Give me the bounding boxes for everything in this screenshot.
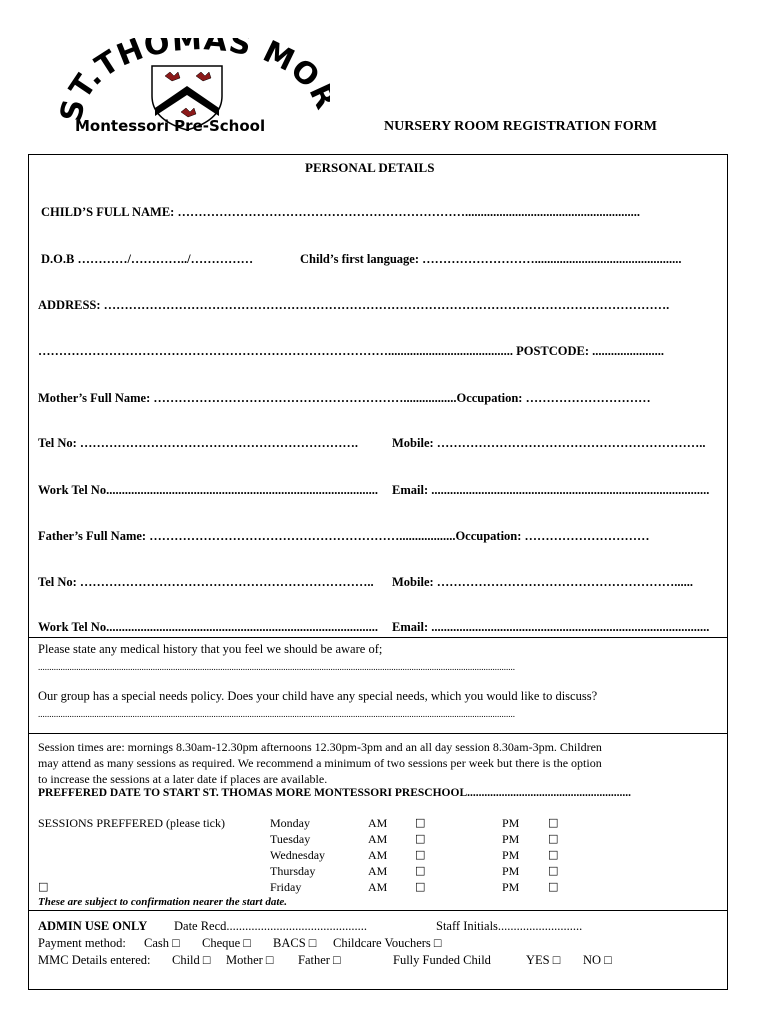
payment-cheque-checkbox[interactable]: Cheque □: [202, 936, 251, 950]
day-tuesday: Tuesday: [270, 832, 311, 846]
mmc-details-label: MMC Details entered:: [38, 953, 151, 967]
father-tel-field[interactable]: Tel No: ……………………………………………………………..: [38, 575, 374, 589]
mother-tel-field[interactable]: Tel No: ………………………………………………………….: [38, 436, 359, 450]
day-friday: Friday: [270, 880, 302, 894]
sessions-note: These are subject to confirmation nearer the start date.: [38, 896, 288, 908]
friday-pm-checkbox[interactable]: □: [548, 880, 559, 893]
mother-work-tel-field[interactable]: Work Tel No.......................................................................................: [38, 483, 378, 497]
special-needs-question: Our group has a special needs policy. Does your child have any special needs, which you would like to discuss?: [38, 689, 598, 703]
father-name-field[interactable]: Father’s Full Name: ……………………………………………………..................Occupation: …………………………: [38, 529, 650, 543]
address-field[interactable]: ADDRESS: ……………………………………………………………………………………………………………………….: [38, 298, 670, 312]
monday-pm-checkbox[interactable]: □: [548, 816, 559, 829]
sessions-preferred-label: SESSIONS PREFFERED (please tick): [38, 816, 226, 830]
fully-funded-label: Fully Funded Child: [393, 953, 491, 967]
child-name-field[interactable]: CHILD’S FULL NAME: ……………………………………………………………........................................................: [41, 205, 640, 219]
payment-vouchers-checkbox[interactable]: Childcare Vouchers □: [333, 936, 442, 950]
tuesday-pm-checkbox[interactable]: □: [548, 832, 559, 845]
payment-method-label: Payment method:: [38, 936, 126, 950]
monday-am-checkbox[interactable]: □: [415, 816, 426, 829]
mmc-mother-checkbox[interactable]: Mother □: [226, 953, 274, 967]
friday-am-checkbox[interactable]: □: [415, 880, 426, 893]
fully-funded-yes-checkbox[interactable]: YES □: [526, 953, 561, 967]
payment-bacs-checkbox[interactable]: BACS □: [273, 936, 317, 950]
special-needs-answer-line[interactable]: ....................................................................................................................................................................................................................: [38, 709, 515, 719]
session-info-line-3: to increase the sessions at a later date if places are available.: [38, 772, 328, 786]
session-info-line-1: Session times are: mornings 8.30am-12.30pm afternoons 12.30pm-3pm and an all day session 8.30am-3pm. Children: [38, 740, 602, 754]
wednesday-pm-checkbox[interactable]: □: [548, 848, 559, 861]
pm-label: PM: [502, 832, 520, 846]
am-label: AM: [368, 864, 388, 878]
pm-label: PM: [502, 880, 520, 894]
pm-label: PM: [502, 864, 520, 878]
mother-email-field[interactable]: Email: .........................................................................................: [392, 483, 710, 497]
am-label: AM: [368, 848, 388, 862]
thursday-pm-checkbox[interactable]: □: [548, 864, 559, 877]
mother-mobile-field[interactable]: Mobile: ………………………………………………………..: [392, 436, 706, 450]
father-email-field[interactable]: Email: .........................................................................................: [392, 620, 710, 634]
staff-initials-field[interactable]: Staff Initials...........................: [436, 919, 583, 933]
am-label: AM: [368, 832, 388, 846]
pm-label: PM: [502, 816, 520, 830]
pm-label: PM: [502, 848, 520, 862]
day-monday: Monday: [270, 816, 310, 830]
personal-details-heading: PERSONAL DETAILS: [305, 160, 435, 175]
payment-cash-checkbox[interactable]: Cash □: [144, 936, 180, 950]
day-wednesday: Wednesday: [270, 848, 326, 862]
am-label: AM: [368, 880, 388, 894]
address-postcode-field[interactable]: …………………………………………………………………………........................................ POSTCODE: .......................: [38, 344, 665, 358]
session-info-line-2: may attend as many sessions as required. We recommend a minimum of two sessions per week but there is the option: [38, 756, 602, 770]
form-title: NURSERY ROOM REGISTRATION FORM: [384, 119, 657, 134]
mmc-father-checkbox[interactable]: Father □: [298, 953, 341, 967]
wednesday-am-checkbox[interactable]: □: [415, 848, 426, 861]
dob-field[interactable]: D.O.B …………/…………../……………: [41, 252, 254, 266]
extra-checkbox[interactable]: □: [38, 880, 49, 893]
date-received-field[interactable]: Date Recd.............................................: [174, 919, 368, 933]
medical-question: Please state any medical history that you feel we should be aware of;: [38, 642, 383, 656]
preferred-start-date-field[interactable]: PREFFERED DATE TO START ST. THOMAS MORE MONTESSORI PRESCHOOL.........................................................: [38, 787, 631, 799]
am-label: AM: [368, 816, 388, 830]
admin-title: ADMIN USE ONLY: [38, 919, 148, 933]
thursday-am-checkbox[interactable]: □: [415, 864, 426, 877]
logo-arc-text: T.THOMAS MO: [63, 38, 327, 106]
first-language-field[interactable]: Child’s first language: ………………………...............................................: [300, 252, 682, 266]
logo-subtitle: Montessori Pre-School: [75, 117, 266, 135]
mmc-child-checkbox[interactable]: Child □: [172, 953, 211, 967]
fully-funded-no-checkbox[interactable]: NO □: [583, 953, 612, 967]
father-work-tel-field[interactable]: Work Tel No.......................................................................................: [38, 620, 378, 634]
tuesday-am-checkbox[interactable]: □: [415, 832, 426, 845]
day-thursday: Thursday: [270, 864, 316, 878]
father-mobile-field[interactable]: Mobile: …………………………………………………......: [392, 575, 694, 589]
mother-name-field[interactable]: Mother’s Full Name: …………………………………………………….................Occupation: …………………………: [38, 391, 651, 405]
medical-answer-line[interactable]: ....................................................................................................................................................................................................................: [38, 662, 515, 672]
